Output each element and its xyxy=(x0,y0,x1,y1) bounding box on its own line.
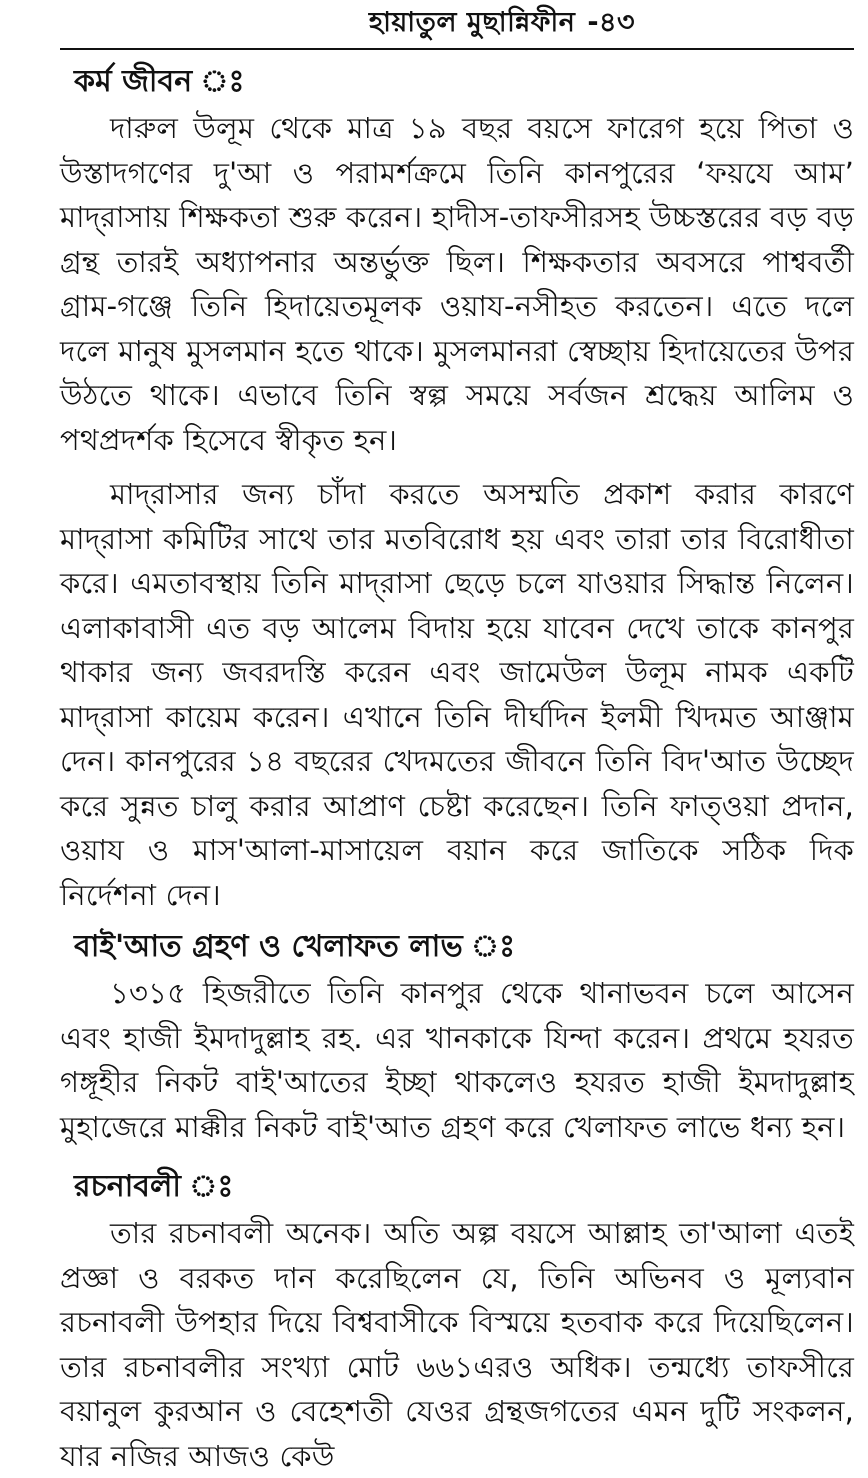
section-heading-bayat: বাই'আত গ্রহণ ও খেলাফত লাভ ঃ xyxy=(74,929,516,964)
section-heading-works: রচনাবলী ঃ xyxy=(74,1169,234,1204)
paragraph-gap xyxy=(60,462,854,472)
running-head xyxy=(60,0,854,48)
section-heading-career: কর্ম জীবন ঃ xyxy=(74,64,245,99)
paragraph-works-1: তার রচনাবলী অনেক। অতি অল্প বয়সে আল্লাহ তা'আলা এতই প্রজ্ঞা ও বরকত দান করেছিলেন যে, তিনি অভিনব ও মূল্যবান রচনাবলী উপহার দিয়ে বিশ্ববাসীকে বিস্ময়ে হতবাক করে দিয়েছিলেন। তার রচনাবলীর সংখ্যা মোট ৬৬১এরও অধিক। তন্মধ্যে তাফসীরে বয়ানুল কুরআন ও বেহেশতী যেওর গ্রন্থজগতের এমন দুটি সংকলন, যার নজির আজও কেউ xyxy=(60,1216,854,1473)
running-head-title: হায়াতুল মুছান্নিফীন xyxy=(368,6,576,38)
paragraph-career-1: দারুল উলূম থেকে মাত্র ১৯ বছর বয়সে ফারেগ হয়ে পিতা ও উস্তাদগণের দু'আ ও পরামর্শক্রমে তিনি কানপুরের ‘ফয়যে আম’ মাদ্‌রাসায় শিক্ষকতা শুরু করেন। হাদীস-তাফসীরসহ উচ্চস্তরের বড় বড় গ্রন্থ তারই অধ্যাপনার অন্তর্ভুক্ত ছিল। শিক্ষকতার অবসরে পাশ্ববর্তী গ্রাম-গঞ্জে তিনি হিদায়েতমূলক ওয়ায-নসীহত করতেন। এতে দলে দলে মানুষ মুসলমান হতে থাকে। মুসলমানরা স্বেচ্ছায় হিদায়েতের উপর উঠতে থাকে। এভাবে তিনি স্বল্প সময়ে সর্বজন শ্রদ্ধেয় আলিম ও পথপ্রদর্শক হিসেবে স্বীকৃত হন। xyxy=(60,111,854,457)
paragraph-bayat-1: ১৩১৫ হিজরীতে তিনি কানপুর থেকে থানাভবন চলে আসেন এবং হাজী ইমদাদুল্লাহ রহ. এর খানকাকে যিন্দা করেন। প্রথমে হযরত গঙ্গূহীর নিকট বাই'আতের ইচ্ছা থাকলেও হযরত হাজী ইমদাদুল্লাহ মুহাজেরে মাক্কীর নিকট বাই'আত গ্রহণ করে খেলাফত লাভে ধন্য হন। xyxy=(60,976,854,1144)
paragraph-career-2: মাদ্‌রাসার জন্য চাঁদা করতে অসম্মতি প্রকাশ করার কারণে মাদ্‌রাসা কমিটির সাথে তার মতবিরোধ হয় এবং তারা তার বিরোধীতা করে। এমতাবস্থায় তিনি মাদ্‌রাসা ছেড়ে চলে যাওয়ার সিদ্ধান্ত নিলেন। এলাকাবাসী এত বড় আলেম বিদায় হয়ে যাবেন দেখে তাকে কানপুর থাকার জন্য জবরদস্তি করেন এবং জামেউল উলূম নামক একটি মাদ্‌রাসা কায়েম করেন। এখানে তিনি দীর্ঘদিন ইলমী খিদমত আঞ্জাম দেন। কানপুরের ১৪ বছরের খেদমতের জীবনে তিনি বিদ'আত উচ্ছেদ করে সুন্নত চালু করার আপ্রাণ চেষ্টা করেছেন। তিনি ফাত্‌ওয়া প্রদান, ওয়ায ও মাস'আলা-মাসায়েল বয়ান করে জাতিকে সঠিক দিক নির্দেশনা দেন। xyxy=(60,477,854,912)
header-rule xyxy=(60,48,854,50)
page-number: -৪৩ xyxy=(587,6,636,38)
